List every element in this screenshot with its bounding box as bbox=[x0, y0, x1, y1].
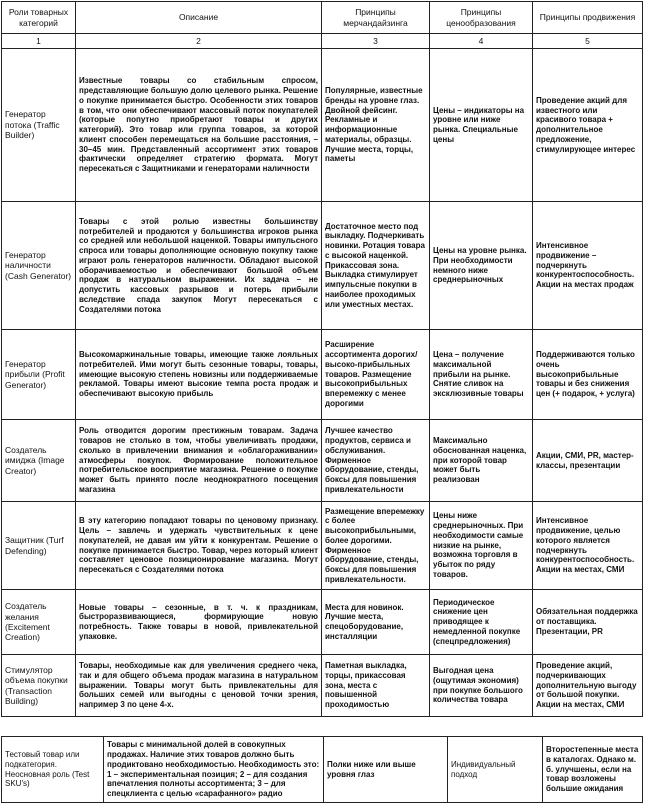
role-name: Стимулятор объема покупки (Transaction Building) bbox=[2, 655, 76, 717]
role-name: Генератор прибыли (Profit Generator) bbox=[2, 330, 76, 420]
header-merchandising: Принципы мерчандайзинга bbox=[322, 2, 430, 34]
role-promotion: Интенсивное продвижение, целью которого является подчеркнуть конкурентоспособность. Акции на местах, СМИ bbox=[533, 502, 643, 590]
column-number: 5 bbox=[533, 34, 643, 49]
role-promotion: Второстепенные места в каталогах. Однако м. б. улучшены, если на товар возложены большие ожидания bbox=[543, 737, 643, 803]
role-merchandising: Лучшее качество продуктов, сервиса и обслуживания. Фирменное оборудование, стенды, боксы для повышения привлекательности bbox=[322, 420, 430, 502]
role-description: Товары, необходимые как для увеличения среднего чека, так и для общего объема продаж магазина в натуральном выражении. Товары могут быть привлекательны для больших семей или выгодны с ценовой точки зрения, например 3 по цене 4-х. bbox=[76, 655, 322, 717]
role-name: Генератор потока (Traffic Builder) bbox=[2, 49, 76, 202]
role-pricing: Выгодная цена (ощутимая экономия) при покупке большого количества товара bbox=[430, 655, 533, 717]
role-name: Создатель желания (Excitement Creation) bbox=[2, 590, 76, 655]
table-row bbox=[2, 502, 643, 590]
column-number: 4 bbox=[430, 34, 533, 49]
role-description: Высокомаржинальные товары, имеющие также лояльных потребителей. Ими могут быть сезонные товары, товары, имеющие высокую степень новизны или поддерживаемые рекламой. Товары имеют высокие темпа роста продаж и обеспечивают высокую прибыль bbox=[76, 330, 322, 420]
column-number-row bbox=[2, 34, 643, 49]
role-merchandising: Размещение вперемежку с более высокоприбыльными, более дорогими. Фирменное оборудование, стенды, боксы для повышения привлекательности. bbox=[322, 502, 430, 590]
table-row bbox=[2, 655, 643, 717]
category-roles-table bbox=[1, 1, 643, 717]
role-promotion: Интенсивное продвижение – подчеркнуть конкурентоспособность. Акции на местах продаж bbox=[533, 202, 643, 330]
table-row bbox=[2, 49, 643, 202]
role-merchandising: Достаточное место под выкладку. Подчеркивать новинки. Ротация товара с высокой наценкой. Прикассовая зона. Выкладка стимулирует импульсные покупки в наиболее проходимых или уместных местах. bbox=[322, 202, 430, 330]
test-sku-table bbox=[1, 736, 643, 803]
role-name: Создатель имиджа (Image Creator) bbox=[2, 420, 76, 502]
role-promotion: Акции, СМИ, PR, мастер-классы, презентации bbox=[533, 420, 643, 502]
role-pricing: Максимально обоснованная наценка, при которой товар может быть реализован bbox=[430, 420, 533, 502]
column-number: 3 bbox=[322, 34, 430, 49]
role-merchandising: Паметная выкладка, торцы, прикассовая зона, места с повышенной проходимостью bbox=[322, 655, 430, 717]
role-description: Товары с этой ролью известны большинству потребителей и продаются у большинства игроков рынка со средней или небольшой наценкой. Товары импульсного спроса или товары дополняющие основную покупку также играют роль генераторов наличности. Обладают высокой оборачиваемостью и обеспечивают большой объем продаж в натуральном выражении. Их задача – не допустить кассовых разрывов и потерь прибыли вследствие спада закупок Могут пересекаться с Создателями потока bbox=[76, 202, 322, 330]
role-description: Новые товары – сезонные, в т. ч. к праздникам, быстроразвивающиеся, формирующие новую потребность. Также товары в новой, привлекательной упаковке. bbox=[76, 590, 322, 655]
role-name: Генератор наличности (Cash Generator) bbox=[2, 202, 76, 330]
role-promotion: Проведение акций, подчеркивающих дополнительную выгоду от большой покупки. Акции на местах, СМИ bbox=[533, 655, 643, 717]
role-promotion: Обязательная поддержка от поставщика. Презентации, PR bbox=[533, 590, 643, 655]
header-role: Роли товарных категорий bbox=[2, 2, 76, 34]
table-row bbox=[2, 590, 643, 655]
table-row bbox=[2, 737, 643, 803]
table-row bbox=[2, 202, 643, 330]
role-pricing: Цены ниже среднерыночных. При необходимости самые низкие на рынке, возможна торговля в убыток по ряду товаров. bbox=[430, 502, 533, 590]
role-description: В эту категорию попадают товары по ценовому признаку. Цель – завлечь и удержать чувствительных к цене покупателей, не давая им уйти к конкурентам. Решение о покупке принимается быстро. Товар, через который клиент составляет ценовое позиционирование магазина. Могут пересекаться с Создателями потока bbox=[76, 502, 322, 590]
table-row bbox=[2, 330, 643, 420]
column-number: 1 bbox=[2, 34, 76, 49]
role-description: Роль отводится дорогим престижным товарам. Задача товаров не столько в том, чтобы увеличивать продажи, сколько в привлечении внимания и «облагораживании» атмосферы покупок. Формирование положительное потребительское восприятие магазина. Решение о покупке может быть принято после неоднократного посещения магазина bbox=[76, 420, 322, 502]
header-promotion: Принципы продвижения bbox=[533, 2, 643, 34]
role-pricing: Индивидуальный подход bbox=[448, 737, 543, 803]
table-row bbox=[2, 420, 643, 502]
role-pricing: Цены – индикаторы на уровне или ниже рынка. Специальные цены bbox=[430, 49, 533, 202]
role-pricing: Цены на уровне рынка. При необходимости немного ниже среднерыночных bbox=[430, 202, 533, 330]
header-description: Описание bbox=[76, 2, 322, 34]
role-pricing: Цена – получение максимальной прибыли на рынке. Снятие сливок на эксклюзивные товары bbox=[430, 330, 533, 420]
role-name: Тестовый товар или подкатегория. Неосновная роль (Test SKU's) bbox=[2, 737, 104, 803]
role-pricing: Периодическое снижение цен приводящее к немедленной покупке (спецпредложения) bbox=[430, 590, 533, 655]
role-promotion: Проведение акций для известного или красивого товара + дополнительное предложение, стимулирующее интерес bbox=[533, 49, 643, 202]
role-merchandising: Расширение ассортимента дорогих/высоко-прибыльных товаров. Размещение высокоприбыльных вперемежку с менее дорогими bbox=[322, 330, 430, 420]
header-row bbox=[2, 2, 643, 34]
role-name: Защитник (Turf Defending) bbox=[2, 502, 76, 590]
role-merchandising: Места для новинок. Лучшие места, спецоборудование, инсталляции bbox=[322, 590, 430, 655]
role-merchandising: Полки ниже или выше уровня глаз bbox=[324, 737, 448, 803]
role-description: Известные товары со стабильным спросом, представляющие большую долю целевого рынка. Решение о покупке принимается быстро. Особенности этих товаров в том, что они обеспечивают массовый поток покупателей (которые попутно приобретают товары и других категорий). Это товар или группа товаров, за которой клиент способен перемещаться на большие расстояния, – 30–45 мин. Представленный ассортимент этих товаров фактически определяет стратегию формата. Могут пересекаться с Защитниками и генераторами наличности bbox=[76, 49, 322, 202]
role-promotion: Поддерживаются только очень высокоприбыльные товары и без снижения цен (+ подарок, + услуга) bbox=[533, 330, 643, 420]
role-merchandising: Популярные, известные бренды на уровне глаз. Двойной фейсинг. Рекламные и информационные материалы, образцы. Лучшие места, торцы, паметы bbox=[322, 49, 430, 202]
role-description: Товары с минимальной долей в совокупных продажах. Наличие этих товаров должно быть продиктовано необходимостью. Необходимость это: 1 – экспериментальная позиция; 2 – для создания впечатления полноты ассортимента; 3 – для спецклиента с целью «сарафанного» радио bbox=[104, 737, 324, 803]
header-pricing: Принципы ценообразования bbox=[430, 2, 533, 34]
column-number: 2 bbox=[76, 34, 322, 49]
